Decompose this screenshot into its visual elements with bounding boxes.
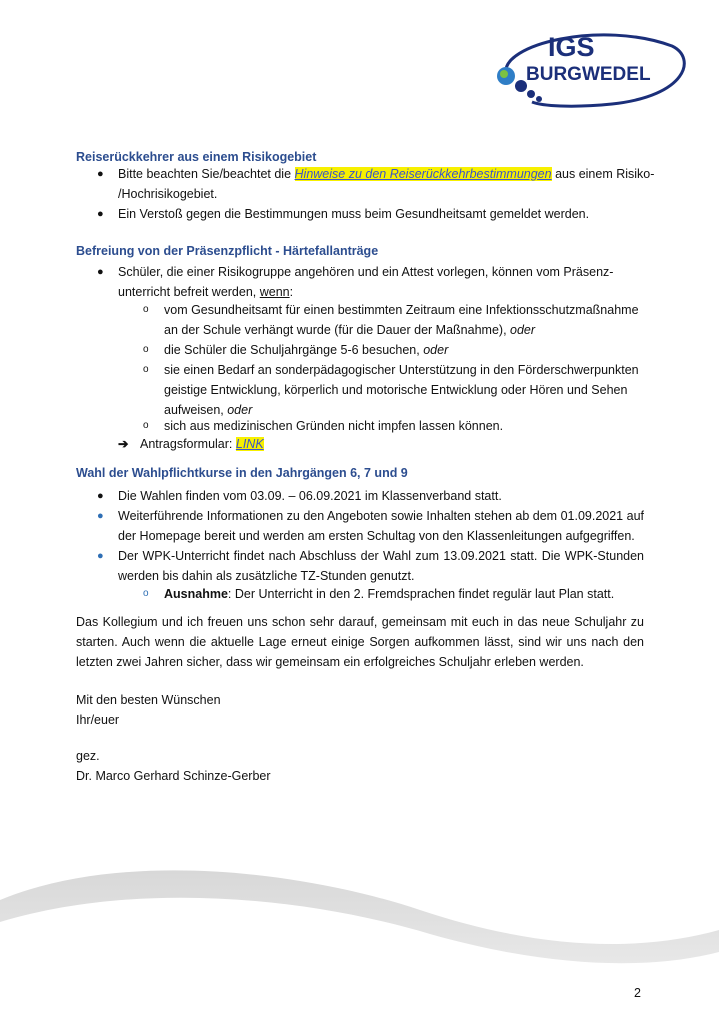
footer-wave-decoration bbox=[0, 860, 719, 1024]
list-item: Die Wahlen finden vom 03.09. – 06.09.2021 im Klassenverband statt. bbox=[118, 489, 502, 503]
sub-list-item: Ausnahme: Der Unterricht in den 2. Fremdsprachen findet regulär laut Plan statt. bbox=[164, 587, 615, 601]
sub-list-item-cont: geistige Entwicklung, körperlich und motorische Entwicklung oder Hören und Sehen bbox=[164, 383, 628, 397]
logo-text-burgwedel: BURGWEDEL bbox=[526, 64, 651, 85]
closing-paragraph-line: letzten zwei Jahren sicher, dass wir gemeinsam ein erfolgreiches Schuljahr erleben werden. bbox=[76, 655, 584, 669]
bullet-icon: ● bbox=[97, 510, 104, 522]
bullet-icon: ● bbox=[97, 168, 104, 180]
list-item-cont: unterricht befreit werden, wenn: bbox=[118, 285, 294, 299]
sub-list-item: sie einen Bedarf an sonderpädagogischer Unterstützung in den Förderschwerpunkten bbox=[164, 363, 639, 377]
circle-bullet-icon: o bbox=[143, 344, 149, 355]
section-heading-travel: Reiserückkehrer aus einem Risikogebiet bbox=[76, 150, 317, 164]
signatory-name: Dr. Marco Gerhard Schinze-Gerber bbox=[76, 769, 271, 783]
circle-bullet-icon: o bbox=[143, 588, 149, 599]
page-number: 2 bbox=[634, 986, 641, 1000]
sub-list-item-cont: aufweisen, oder bbox=[164, 403, 253, 417]
application-form-link[interactable]: LINK bbox=[235, 437, 264, 451]
arrow-right-icon: ➔ bbox=[118, 437, 129, 451]
circle-bullet-icon: o bbox=[143, 304, 149, 315]
gez-label: gez. bbox=[76, 749, 100, 763]
sub-list-item: die Schüler die Schuljahrgänge 5-6 besuchen, oder bbox=[164, 343, 449, 357]
bullet-icon: ● bbox=[97, 490, 104, 502]
closing-paragraph-line: starten. Auch wenn die aktuelle Lage erneut einige Sorgen aufkommen lässt, sind wir uns nach den bbox=[76, 635, 644, 649]
section-heading-exemption: Befreiung von der Präsenzpflicht - Härtefallanträge bbox=[76, 244, 379, 258]
list-item: Ein Verstoß gegen die Bestimmungen muss beim Gesundheitsamt gemeldet werden. bbox=[118, 207, 590, 221]
sub-list-item: sich aus medizinischen Gründen nicht impfen lassen können. bbox=[164, 419, 504, 433]
reiserueckkehr-link[interactable]: Hinweise zu den Reiserückkehrbestimmungen bbox=[294, 167, 552, 181]
bullet-icon: ● bbox=[97, 266, 104, 278]
igs-burgwedel-logo bbox=[492, 24, 692, 116]
sub-list-item: vom Gesundheitsamt für einen bestimmten Zeitraum eine Infektionsschutzmaßnahme bbox=[164, 303, 639, 317]
section-heading-wpk: Wahl der Wahlpflichtkurse in den Jahrgängen 6, 7 und 9 bbox=[76, 466, 408, 480]
list-item-cont: /Hochrisikogebiet. bbox=[118, 187, 218, 201]
list-item: Der WPK-Unterricht findet nach Abschluss der Wahl zum 13.09.2021 statt. Die WPK-Stunden bbox=[118, 549, 644, 563]
circle-bullet-icon: o bbox=[143, 364, 149, 375]
logo-text-igs: IGS bbox=[548, 32, 595, 62]
greeting-sign: Ihr/euer bbox=[76, 713, 120, 727]
sub-list-item-cont: an der Schule verhängt wurde (für die Dauer der Maßnahme), oder bbox=[164, 323, 536, 337]
closing-paragraph-line: Das Kollegium und ich freuen uns schon sehr darauf, gemeinsam mit euch in das neue Schuljahr zu bbox=[76, 615, 644, 629]
bullet-icon: ● bbox=[97, 208, 104, 220]
list-item: Bitte beachten Sie/beachtet die Hinweise zu den Reiserückkehrbestimmungen aus einem Risiko- bbox=[118, 167, 655, 181]
bullet-icon: ● bbox=[97, 550, 104, 562]
list-item-cont: der Homepage bereit und werden am ersten Schultag von den Klassenleitungen aufgegriffen. bbox=[118, 529, 635, 543]
circle-bullet-icon: o bbox=[143, 420, 149, 431]
application-form-line: Antragsformular: LINK bbox=[140, 437, 264, 451]
list-item-cont: werden bis dahin als zusätzliche TZ-Stunden genutzt. bbox=[118, 569, 415, 583]
list-item: Weiterführende Informationen zu den Angeboten sowie Inhalten stehen ab dem 01.09.2021 auf bbox=[118, 509, 644, 523]
greeting: Mit den besten Wünschen bbox=[76, 693, 221, 707]
list-item: Schüler, die einer Risikogruppe angehören und ein Attest vorlegen, können vom Präsenz- bbox=[118, 265, 614, 279]
